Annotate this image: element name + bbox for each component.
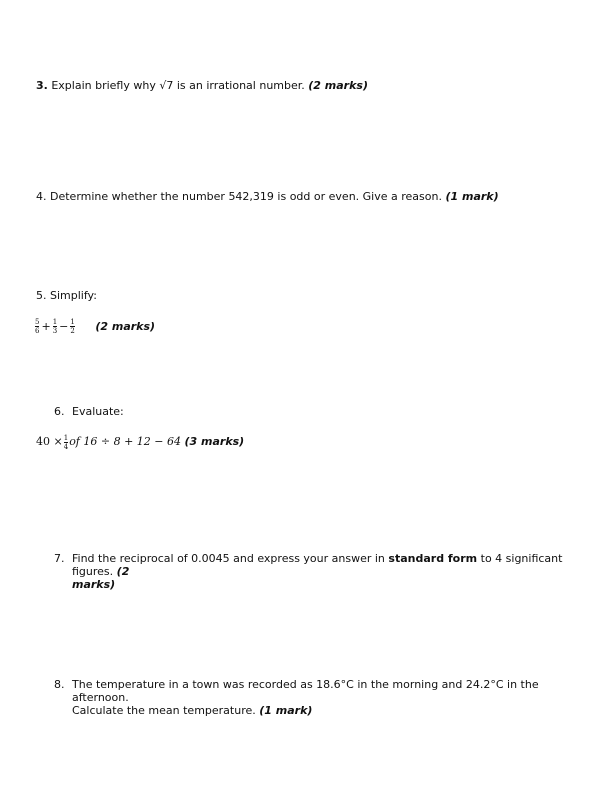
marks-label: (3 marks) xyxy=(184,435,245,448)
question-text: to 4 significant figures. xyxy=(72,552,563,578)
question-7 xyxy=(54,552,606,591)
expression-text: of 16 ÷ 8 + 12 − 64 xyxy=(69,435,181,448)
question-number: 6. xyxy=(54,405,65,418)
question-3 xyxy=(36,79,368,92)
question-5-expression xyxy=(34,318,155,335)
question-body xyxy=(72,552,592,591)
question-number: 5. xyxy=(36,289,47,302)
math-expression xyxy=(34,320,79,333)
question-text: Find the reciprocal of 0.0045 and express your answer in xyxy=(72,552,385,565)
operator: + xyxy=(41,319,51,333)
marks-label: (2 marks) xyxy=(95,319,156,333)
math-expression xyxy=(36,433,185,451)
question-number: 8. xyxy=(54,678,65,691)
question-body xyxy=(72,678,592,717)
question-5 xyxy=(36,289,97,302)
fraction: $\frac{1}{4}$ xyxy=(63,433,69,451)
question-8 xyxy=(54,678,606,717)
question-label: Evaluate: xyxy=(72,405,124,418)
question-text: Calculate the mean temperature. xyxy=(72,704,256,717)
marks-label: marks) xyxy=(72,578,116,591)
fraction: $\frac{1}{3}$ xyxy=(52,318,58,335)
fraction: $\frac{1}{2}$ xyxy=(70,318,75,335)
emphasis-text: standard form xyxy=(388,552,478,565)
marks-label: (1 mark) xyxy=(259,704,313,717)
operator: − xyxy=(59,319,69,333)
question-text: Explain briefly why √7 is an irrational number. xyxy=(51,79,305,92)
marks-label: (2 marks) xyxy=(308,79,368,92)
marks-label: (1 mark) xyxy=(445,190,499,203)
question-number: 4. xyxy=(36,190,47,203)
question-text: The temperature in a town was recorded as 18.6°C in the morning and 24.2°C in the afternoon. xyxy=(72,678,539,704)
question-text: Determine whether the number 542,319 is odd or even. Give a reason. xyxy=(50,190,442,203)
question-6-expression xyxy=(36,433,244,451)
expression-text: 40 × xyxy=(36,435,63,448)
question-label: Simplify: xyxy=(50,289,97,302)
fraction: $\frac{5}{6}$ xyxy=(35,318,40,335)
question-4 xyxy=(36,190,499,203)
question-6 xyxy=(54,405,124,418)
question-number: 7. xyxy=(54,552,65,565)
marks-label: (2 xyxy=(116,565,130,578)
question-number: 3. xyxy=(36,79,48,92)
